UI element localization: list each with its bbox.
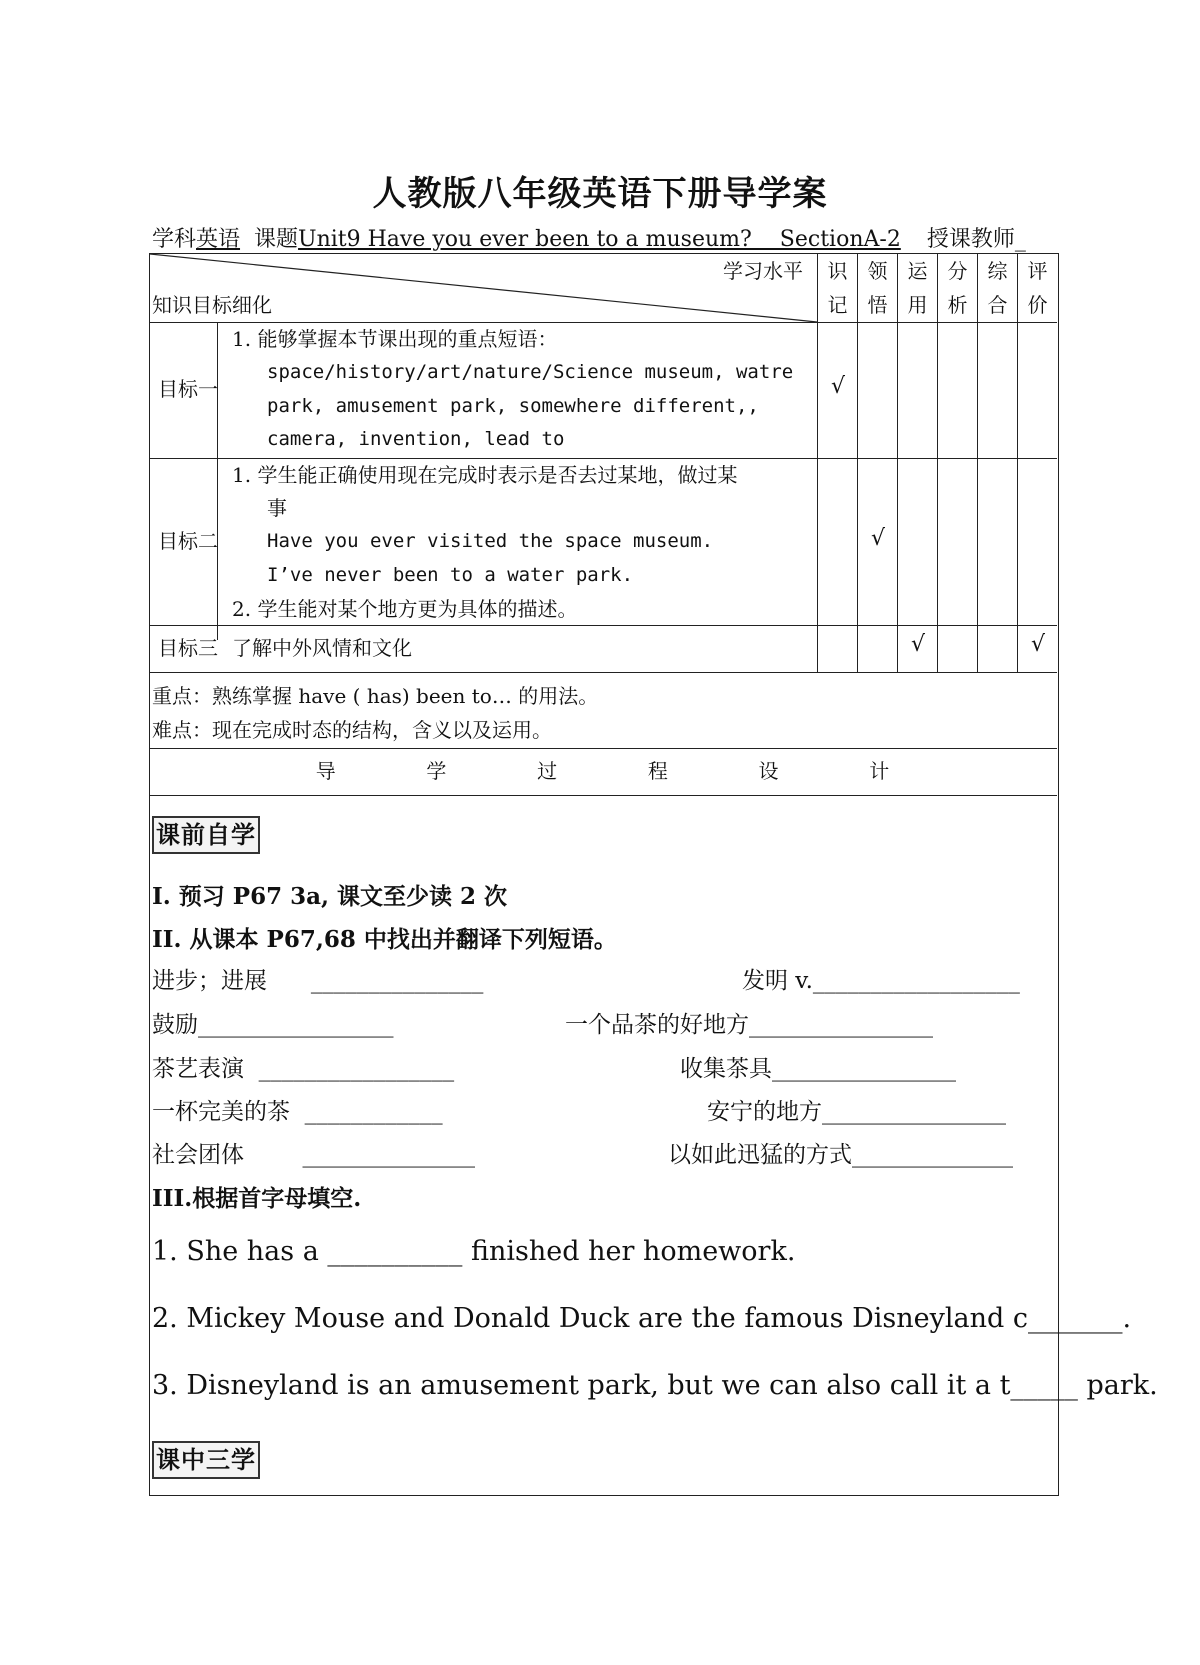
vocab-right-1: 发明 v.__________________ xyxy=(742,968,1020,994)
goal-2-line-3: Have you ever visited the space museum. xyxy=(267,530,714,552)
level-apply: 运用 xyxy=(907,259,928,317)
vocab-left-5: 社会团体 _______________ xyxy=(152,1142,475,1168)
goal-3-check-evaluate: √ xyxy=(1030,632,1046,657)
page-title: 人教版八年级英语下册导学案 xyxy=(372,174,828,214)
teacher-label: 授课教师_ xyxy=(926,227,1026,252)
goal-2-line-1: 1. 学生能正确使用现在完成时表示是否去过某地，做过某 xyxy=(232,463,738,487)
vocab-left-1: 进步；进展 _______________ xyxy=(152,968,484,994)
level-recall: 识记 xyxy=(827,259,848,317)
vocab-right-4: 安宁的地方________________ xyxy=(707,1099,1006,1125)
vocab-right-3: 收集茶具________________ xyxy=(680,1056,956,1082)
goal-2-check-understand: √ xyxy=(870,526,886,551)
vocab-right-5: 以如此迅猛的方式______________ xyxy=(668,1142,1013,1168)
goal-1-line-4: camera, invention, lead to xyxy=(267,428,565,450)
vocab-right-2: 一个品茶的好地方________________ xyxy=(565,1012,933,1038)
difficult-point: 难点：现在完成时态的结构，含义以及运用。 xyxy=(152,718,552,742)
vocab-left-3: 茶艺表演 _________________ xyxy=(152,1056,455,1082)
lesson-table xyxy=(149,253,1158,1496)
in-class-tag: 课中三学 xyxy=(152,1441,260,1479)
subject-line xyxy=(152,222,1052,253)
pre-study-q2: II. 从课本 P67,68 中找出并翻译下列短语。 xyxy=(152,926,617,953)
goal-2-line-4: I’ve never been to a water park. xyxy=(267,564,634,586)
sentence-3: 3. Disneyland is an amusement park, but we can also call it a t_____ park. xyxy=(152,1370,1158,1401)
vocab-left-4: 一杯完美的茶 ____________ xyxy=(152,1099,443,1125)
goal-1-check-recall: √ xyxy=(830,374,846,399)
level-evaluate: 评价 xyxy=(1027,259,1048,317)
pre-study-q1: I. 预习 P67 3a, 课文至少读 2 次 xyxy=(152,883,508,910)
goal-1-line-1: 1. 能够掌握本节课出现的重点短语： xyxy=(232,327,558,351)
level-header-label: 学习水平 xyxy=(723,259,803,283)
vocab-left-2: 鼓励_________________ xyxy=(152,1012,394,1038)
subject-value: 英语 xyxy=(196,227,241,252)
goal-3-label: 目标三 xyxy=(158,636,218,660)
level-analyze: 分析 xyxy=(947,259,968,317)
pre-study-q3: III.根据首字母填空. xyxy=(152,1185,362,1212)
goal-1-label: 目标一 xyxy=(158,377,218,401)
goal-2-line-5: 2. 学生能对某个地方更为具体的描述。 xyxy=(232,597,578,621)
sentence-1: 1. She has a __________ finished her homework. xyxy=(152,1236,796,1267)
goal-3-check-apply: √ xyxy=(910,632,926,657)
topic-value: Unit9 Have you ever been to a museum? SectionA-2 xyxy=(298,227,901,252)
subject-label: 学科 xyxy=(152,227,197,252)
pre-study-tag: 课前自学 xyxy=(152,816,260,854)
level-understand: 领悟 xyxy=(867,259,888,317)
process-heading: 导 学 过 程 设 计 xyxy=(315,759,892,783)
key-point: 重点：熟练掌握 have ( has) been to… 的用法。 xyxy=(152,684,599,708)
goal-2-label: 目标二 xyxy=(158,529,218,553)
level-synthesize: 综合 xyxy=(987,259,1008,317)
goal-header-label: 知识目标细化 xyxy=(152,293,272,317)
goal-1-line-3: park, amusement park, somewhere different,, xyxy=(267,395,759,417)
topic-label: 课题 xyxy=(254,227,299,252)
goal-3-text: 了解中外风情和文化 xyxy=(232,636,412,660)
sentence-2: 2. Mickey Mouse and Donald Duck are the famous Disneyland c_______. xyxy=(152,1303,1132,1334)
goal-2-line-2: 事 xyxy=(267,496,287,520)
goal-1-line-2: space/history/art/nature/Science museum, watre xyxy=(267,361,794,383)
